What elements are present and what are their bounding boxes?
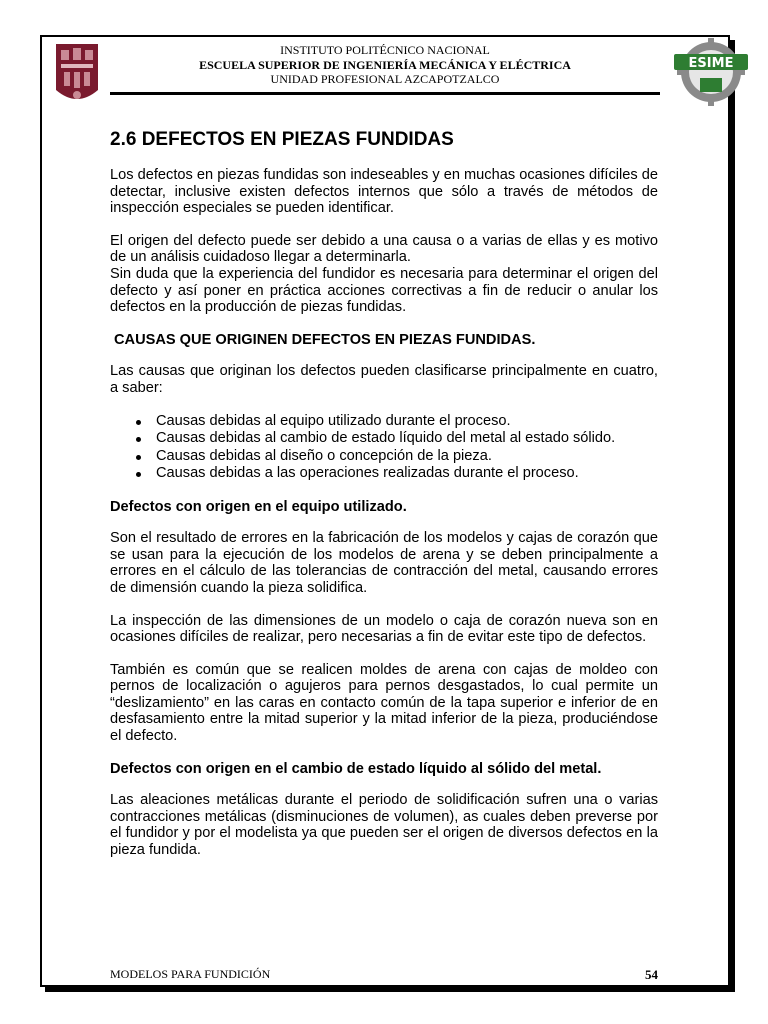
page-number: 54 xyxy=(645,967,658,982)
causes-list xyxy=(134,413,658,483)
document-header xyxy=(110,43,660,87)
causes-intro: Las causas que originan los defectos pueden clasificarse principalmente en cuatro, a saber: xyxy=(110,363,658,396)
section-solidification-paragraph-1: Las aleaciones metálicas durante el periodo de solidificación sufren una o varias contracciones metálicas (disminuciones de volumen), as cuales deben preverse por el fundidor y por el modelista ya que pueden ser el origen de diversos defectos en la pieza fundida. xyxy=(110,792,658,859)
header-rule xyxy=(110,92,660,96)
list-item: Causas debidas al diseño o concepción de la pieza. xyxy=(134,448,658,466)
list-item: Causas debidas al equipo utilizado durante el proceso. xyxy=(134,413,658,431)
page-title: 2.6 DEFECTOS EN PIEZAS FUNDIDAS xyxy=(110,129,454,150)
section-equipment-paragraph-3: También es común que se realicen moldes de arena con cajas de moldeo con pernos de localización o agujeros para pernos desgastados, lo cual permite un “deslizamiento” en las caras en contacto común de la tapa superior e inferior de en desfasamiento entre la mitad superior y la mitad inferior de la pieza, produciéndose el defecto. xyxy=(110,661,658,745)
ipn-logo xyxy=(52,42,102,108)
esime-logo-text: ESIME xyxy=(688,56,734,71)
section-heading-solidification: Defectos con origen en el cambio de estado líquido al sólido del metal. xyxy=(110,760,602,777)
intro-paragraph-3: Sin duda que la experiencia del fundidor es necesaria para determinar el origen del defecto y así poner en práctica acciones correctivas a fin de reducir o anular los defectos en la producción de piezas fundidas. xyxy=(110,265,658,316)
list-item: Causas debidas al cambio de estado líquido del metal al estado sólido. xyxy=(134,430,658,448)
causes-heading: CAUSAS QUE ORIGINEN DEFECTOS EN PIEZAS FUNDIDAS. xyxy=(114,331,536,348)
intro-paragraph-2: El origen del defecto puede ser debido a una causa o a varias de ellas y es motivo de un análisis cuidadoso llegar a determinarla. xyxy=(110,232,658,266)
section-equipment-paragraph-2: La inspección de las dimensiones de un modelo o caja de corazón nueva son en ocasiones difíciles de realizar, pero necesarias a fin de evitar este tipo de defectos. xyxy=(110,612,658,646)
esime-logo xyxy=(672,38,750,106)
header-school: ESCUELA SUPERIOR DE INGENIERÍA MECÁNICA Y ELÉCTRICA xyxy=(199,57,571,72)
footer-title: MODELOS PARA FUNDICIÓN xyxy=(110,967,271,981)
header-unit: UNIDAD PROFESIONAL AZCAPOTZALCO xyxy=(270,72,500,86)
list-item: Causas debidas a las operaciones realizadas durante el proceso. xyxy=(134,465,658,483)
intro-paragraph-1: Los defectos en piezas fundidas son indeseables y en muchas ocasiones difíciles de detectar, inclusive existen defectos internos que sólo a través de métodos de inspección especiales se pueden identificar. xyxy=(110,167,658,217)
section-equipment-paragraph-1: Son el resultado de errores en la fabricación de los modelos y cajas de corazón que se usan para la ejecución de los modelos de arena y se deben principalmente a errores en el cálculo de las tolerancias de contracción del metal, causando errores de dimensión cuando la pieza solidifica. xyxy=(110,530,658,596)
page-content xyxy=(110,128,658,875)
header-institution: INSTITUTO POLITÉCNICO NACIONAL xyxy=(280,43,490,57)
section-heading-equipment: Defectos con origen en el equipo utilizado. xyxy=(110,498,407,515)
